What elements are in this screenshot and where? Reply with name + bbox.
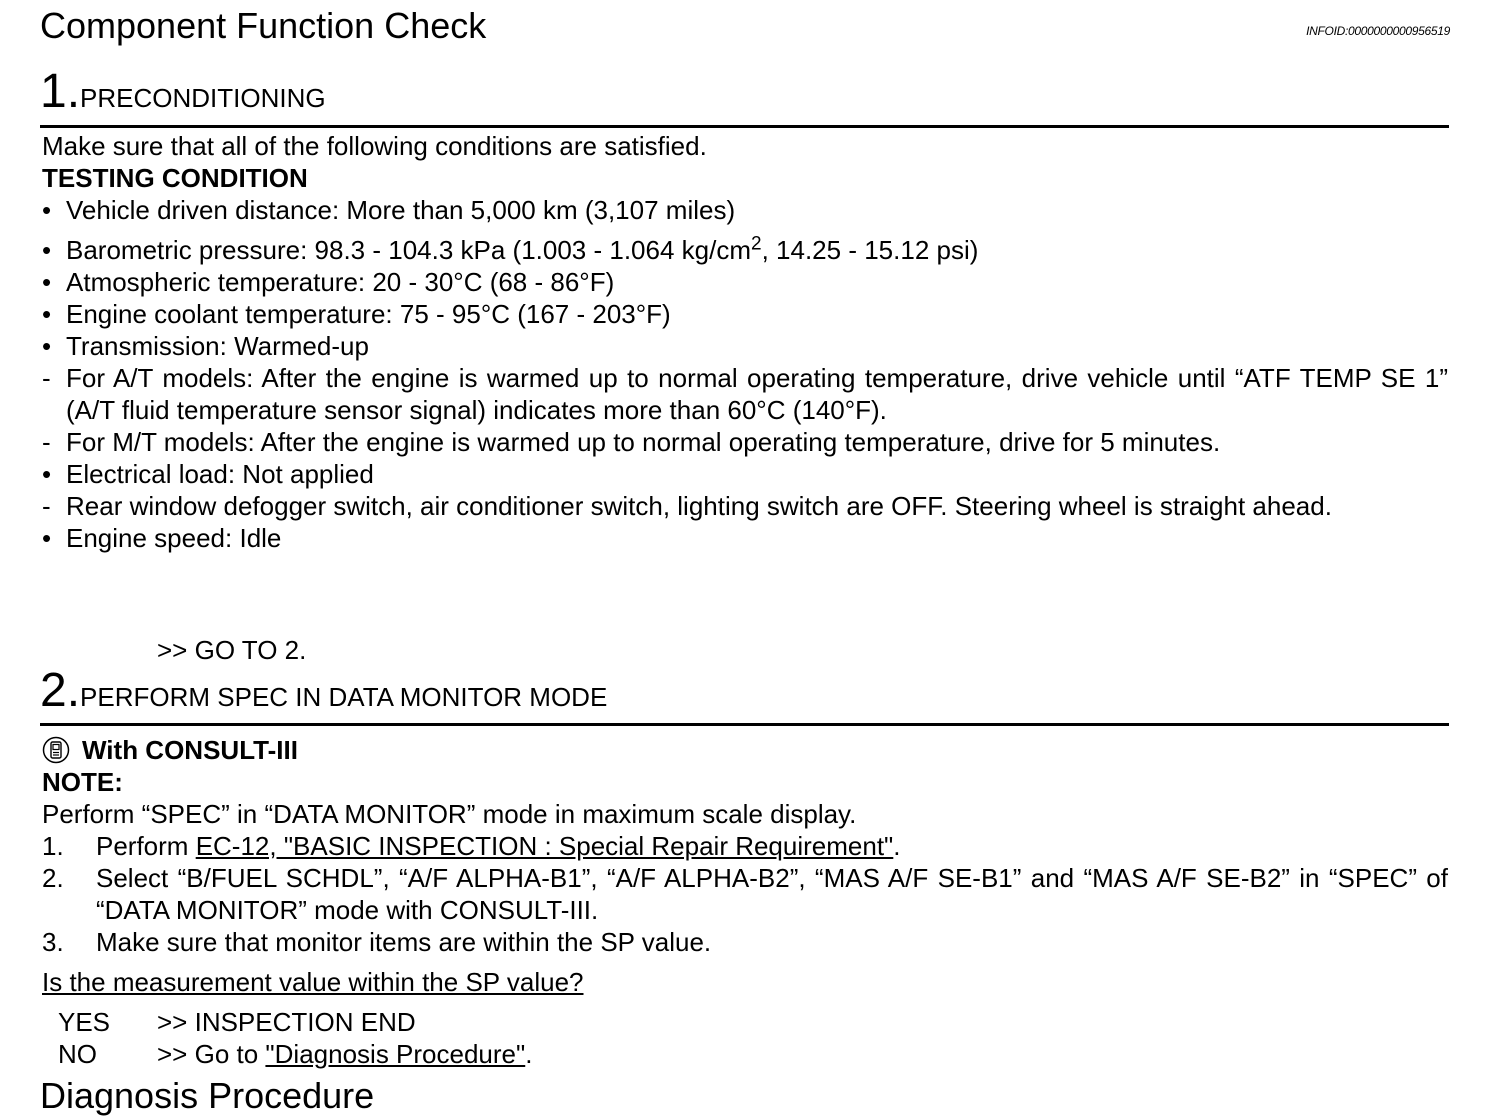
condition-text: Atmospheric temperature: 20 - 30°C (68 - 86°F) [66, 267, 615, 297]
condition-text-part: , 14.25 - 15.12 psi) [761, 235, 979, 265]
list-item [40, 330, 1448, 362]
list-item [40, 266, 1448, 298]
condition-text-part: Barometric pressure: 98.3 - 104.3 kPa (1.003 - 1.064 kg/cm [66, 235, 752, 265]
answer-yes [58, 1006, 416, 1038]
condition-text: Transmission: Warmed-up [66, 331, 369, 361]
testing-condition-heading: TESTING CONDITION [42, 163, 308, 193]
basic-inspection-link[interactable]: EC-12, "BASIC INSPECTION : Special Repair Requirement" [195, 831, 894, 861]
procedure-step [40, 926, 1448, 958]
step-1-intro: Make sure that all of the following conditions are satisfied. [42, 131, 707, 161]
answer-text: >> Go to [157, 1039, 259, 1069]
consult-tool-icon [42, 736, 70, 764]
condition-text [66, 234, 1448, 266]
condition-text: Vehicle driven distance: More than 5,000 km (3,107 miles) [66, 195, 736, 225]
bullet-marker: • [42, 267, 52, 297]
bullet-marker: • [42, 459, 52, 489]
goto-step-2: >> GO TO 2. [157, 635, 307, 665]
step-1-divider [40, 125, 1449, 128]
condition-text: For A/T models: After the engine is warmed up to normal operating temperature, drive vehicle until “ATF TEMP SE 1” (A/T fluid temperature sensor signal) indicates more than 60°C (140°F). [66, 363, 1448, 425]
list-item [40, 194, 1448, 226]
note-heading: NOTE: [42, 767, 123, 797]
step-2-heading [40, 665, 607, 717]
step-text: Select “B/FUEL SCHDL”, “A/F ALPHA-B1”, “A/F ALPHA-B2”, “MAS A/F SE-B1” and “MAS A/F SE-B2” in “SPEC” of “DATA MONITOR” mode with CONSULT-III. [96, 863, 1448, 925]
answer-key: NO [58, 1039, 97, 1069]
list-item [40, 362, 1448, 426]
testing-conditions-list [40, 194, 1448, 554]
procedure-step [40, 830, 1448, 862]
step-number: 3. [42, 927, 64, 957]
list-item [40, 490, 1448, 522]
step-1-heading [40, 66, 326, 118]
diagnosis-procedure-link[interactable]: "Diagnosis Procedure" [265, 1039, 526, 1069]
condition-text: For M/T models: After the engine is warmed up to normal operating temperature, drive for 5 minutes. [66, 427, 1221, 457]
superscript: 2 [751, 233, 762, 255]
consult-line [42, 734, 298, 766]
step-2-divider [40, 723, 1449, 726]
page-title: Component Function Check [40, 5, 487, 46]
answer-text: >> INSPECTION END [157, 1007, 416, 1037]
step-2-number: 2. [40, 664, 81, 717]
list-item [40, 458, 1448, 490]
step-number: 2. [42, 863, 64, 893]
info-id: INFOID:0000000000956519 [1306, 24, 1450, 38]
bullet-marker: • [42, 195, 52, 225]
next-section-title: Diagnosis Procedure [40, 1075, 375, 1116]
dash-marker: - [42, 491, 51, 521]
list-item [40, 234, 1448, 266]
procedure-list [40, 830, 1448, 958]
dash-marker: - [42, 427, 51, 457]
step-text: Perform [96, 831, 196, 861]
list-item [40, 522, 1448, 554]
procedure-step [40, 862, 1448, 926]
answer-no [58, 1038, 532, 1070]
result-question: Is the measurement value within the SP value? [42, 967, 584, 997]
answer-text: . [525, 1039, 533, 1069]
step-text: Make sure that monitor items are within the SP value. [96, 927, 712, 957]
bullet-marker: • [42, 331, 52, 361]
dash-marker: - [42, 363, 51, 393]
consult-label: With CONSULT-III [82, 735, 298, 765]
list-item [40, 298, 1448, 330]
step-1-title: PRECONDITIONING [80, 83, 326, 113]
bullet-marker: • [42, 235, 52, 265]
answer-key: YES [58, 1007, 111, 1037]
bullet-marker: • [42, 299, 52, 329]
bullet-marker: • [42, 523, 52, 553]
note-text: Perform “SPEC” in “DATA MONITOR” mode in maximum scale display. [42, 799, 857, 829]
condition-text: Engine coolant temperature: 75 - 95°C (167 - 203°F) [66, 299, 671, 329]
condition-text: Engine speed: Idle [66, 523, 282, 553]
condition-text: Electrical load: Not applied [66, 459, 374, 489]
list-item [40, 426, 1448, 458]
step-2-title: PERFORM SPEC IN DATA MONITOR MODE [80, 682, 608, 712]
step-number: 1. [42, 831, 64, 861]
step-text: . [893, 831, 901, 861]
condition-text: Rear window defogger switch, air conditioner switch, lighting switch are OFF. Steering wheel is straight ahead. [66, 491, 1332, 521]
step-1-number: 1. [40, 65, 81, 118]
